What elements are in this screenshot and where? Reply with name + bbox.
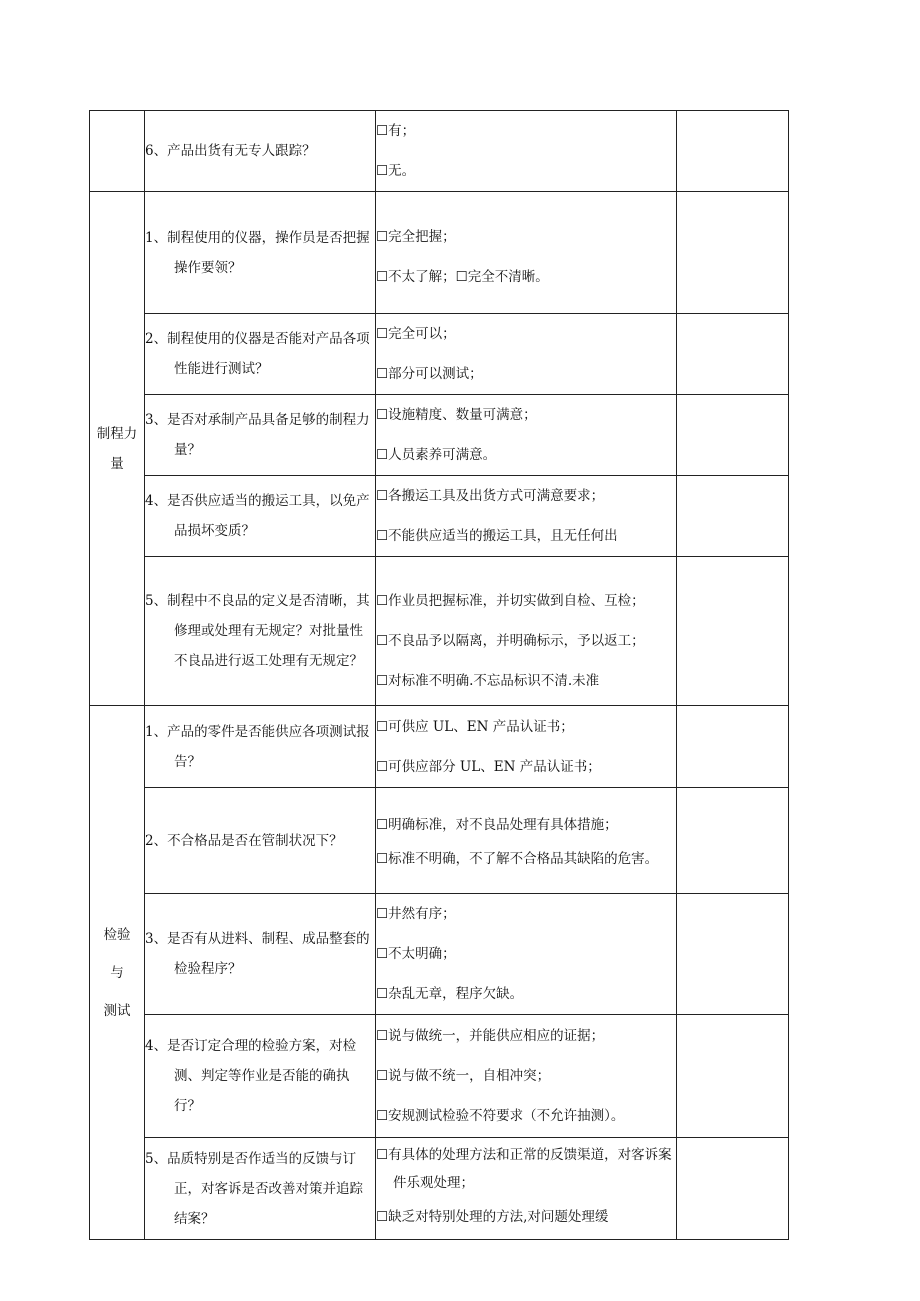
checkbox-option[interactable]: ☐不良品予以隔离，并明确标示，予以返工； — [376, 633, 645, 649]
options-cell — [376, 1015, 677, 1138]
remarks-cell[interactable] — [677, 476, 789, 557]
checkbox-option[interactable]: ☐可供应 UL、EN 产品认证书； — [376, 718, 574, 735]
checkbox-option[interactable]: ☐完全可以； — [376, 326, 456, 342]
remarks-cell[interactable] — [677, 1138, 789, 1240]
remarks-cell[interactable] — [677, 557, 789, 706]
checkbox-option[interactable]: ☐对标准不明确.不忘品标识不清.未准 — [376, 673, 600, 689]
question-cell — [145, 476, 376, 557]
category-cell — [90, 111, 145, 192]
question-text: 6、产品出货有无专人跟踪？ — [145, 143, 316, 159]
checkbox-option[interactable]: ☐说与做不统一，自相冲突； — [376, 1068, 551, 1084]
question-text: 1、产品的零件是否能供应各项测试报告？ — [145, 723, 370, 770]
options-cell — [376, 557, 677, 706]
remarks-cell[interactable] — [677, 1015, 789, 1138]
question-text: 5、品质特别是否作适当的反馈与订正，对客诉是否改善对策并追踪结案？ — [145, 1150, 363, 1227]
remarks-cell[interactable] — [677, 788, 789, 894]
checkbox-option[interactable]: ☐完全把握； — [376, 228, 456, 245]
checkbox-option[interactable]: ☐不太了解；☐完全不清晰。 — [376, 268, 549, 285]
question-cell — [145, 395, 376, 476]
question-cell — [145, 111, 376, 192]
category-cell-process-capability — [90, 192, 145, 706]
checkbox-option[interactable]: ☐杂乱无章，程序欠缺。 — [376, 986, 524, 1002]
remarks-cell[interactable] — [677, 706, 789, 788]
remarks-cell[interactable] — [677, 395, 789, 476]
checkbox-option[interactable]: ☐有； — [376, 123, 416, 139]
question-cell — [145, 314, 376, 395]
question-text: 2、制程使用的仪器是否能对产品各项性能进行测试？ — [145, 331, 370, 377]
supplier-audit-table — [89, 110, 789, 1240]
checkbox-option[interactable]: ☐部分可以测试； — [376, 366, 483, 382]
remarks-cell[interactable] — [677, 111, 789, 192]
question-cell — [145, 1015, 376, 1138]
options-cell — [376, 706, 677, 788]
category-label: 与 — [110, 964, 124, 981]
question-text: 1、制程使用的仪器，操作员是否把握操作要领？ — [145, 229, 370, 276]
options-cell — [376, 476, 677, 557]
checkbox-option[interactable]: ☐说与做统一，并能供应相应的证据； — [376, 1028, 605, 1044]
question-cell — [145, 894, 376, 1015]
options-cell — [376, 192, 677, 314]
question-text: 2、不合格品是否在管制状况下？ — [145, 832, 343, 849]
table-row — [90, 894, 789, 1015]
question-text: 4、是否订定合理的检验方案，对检测、判定等作业是否能的确执行？ — [145, 1038, 357, 1114]
checkbox-option[interactable]: ☐人员素养可满意。 — [376, 447, 497, 463]
table-row — [90, 706, 789, 788]
table-row — [90, 111, 789, 192]
question-cell — [145, 192, 376, 314]
category-label: 检验 — [103, 926, 131, 943]
remarks-cell[interactable] — [677, 894, 789, 1015]
options-cell — [376, 314, 677, 395]
options-cell — [376, 395, 677, 476]
category-cell-inspection-testing — [90, 706, 145, 1240]
question-cell — [145, 1138, 376, 1240]
question-text: 5、制程中不良品的定义是否清晰，其修理或处理有无规定？对批量性不良品进行返工处理有无规定？ — [145, 593, 370, 669]
question-text: 3、是否对承制产品具备足够的制程力量？ — [145, 412, 370, 458]
table-row — [90, 192, 789, 314]
remarks-cell[interactable] — [677, 192, 789, 314]
table-row — [90, 1015, 789, 1138]
options-cell — [376, 788, 677, 894]
question-cell — [145, 788, 376, 894]
checkbox-option[interactable]: ☐井然有序； — [376, 906, 456, 922]
checkbox-option[interactable]: ☐有具体的处理方法和正常的反馈渠道，对客诉案件乐观处理； — [376, 1146, 672, 1191]
options-cell — [376, 894, 677, 1015]
checkbox-option[interactable]: ☐作业员把握标准，并切实做到自检、互检； — [376, 593, 645, 609]
checkbox-option[interactable]: ☐明确标准，对不良品处理有具体措施； — [376, 816, 618, 833]
category-label: 量 — [110, 455, 124, 472]
question-text: 3、是否有从进料、制程、成品整套的检验程序？ — [145, 931, 370, 977]
checkbox-option[interactable]: ☐缺乏对特别处理的方法,对问题处理缓 — [376, 1208, 609, 1225]
checkbox-option[interactable]: ☐无。 — [376, 163, 416, 179]
checkbox-option[interactable]: ☐不能供应适当的搬运工具，且无任何出 — [376, 528, 618, 544]
table-row — [90, 1138, 789, 1240]
options-cell — [376, 111, 677, 192]
table-row — [90, 476, 789, 557]
category-label: 制程力 — [96, 425, 138, 442]
options-cell — [376, 1138, 677, 1240]
table-row — [90, 395, 789, 476]
table-row — [90, 314, 789, 395]
checkbox-option[interactable]: ☐设施精度、数量可满意； — [376, 407, 537, 423]
checkbox-option[interactable]: ☐安规测试检验不符要求（不允许抽测）。 — [376, 1108, 625, 1124]
question-cell — [145, 706, 376, 788]
question-cell — [145, 557, 376, 706]
question-text: 4、是否供应适当的搬运工具，以免产品损坏变质？ — [145, 493, 370, 539]
remarks-cell[interactable] — [677, 314, 789, 395]
checkbox-option[interactable]: ☐不太明确； — [376, 946, 456, 962]
table-row — [90, 788, 789, 894]
checkbox-option[interactable]: ☐各搬运工具及出货方式可满意要求； — [376, 488, 605, 504]
category-label: 测试 — [103, 1002, 131, 1019]
checkbox-option[interactable]: ☐标准不明确，不了解不合格品其缺陷的危害。 — [376, 850, 659, 867]
checkbox-option[interactable]: ☐可供应部分 UL、EN 产品认证书； — [376, 758, 601, 775]
table-row — [90, 557, 789, 706]
